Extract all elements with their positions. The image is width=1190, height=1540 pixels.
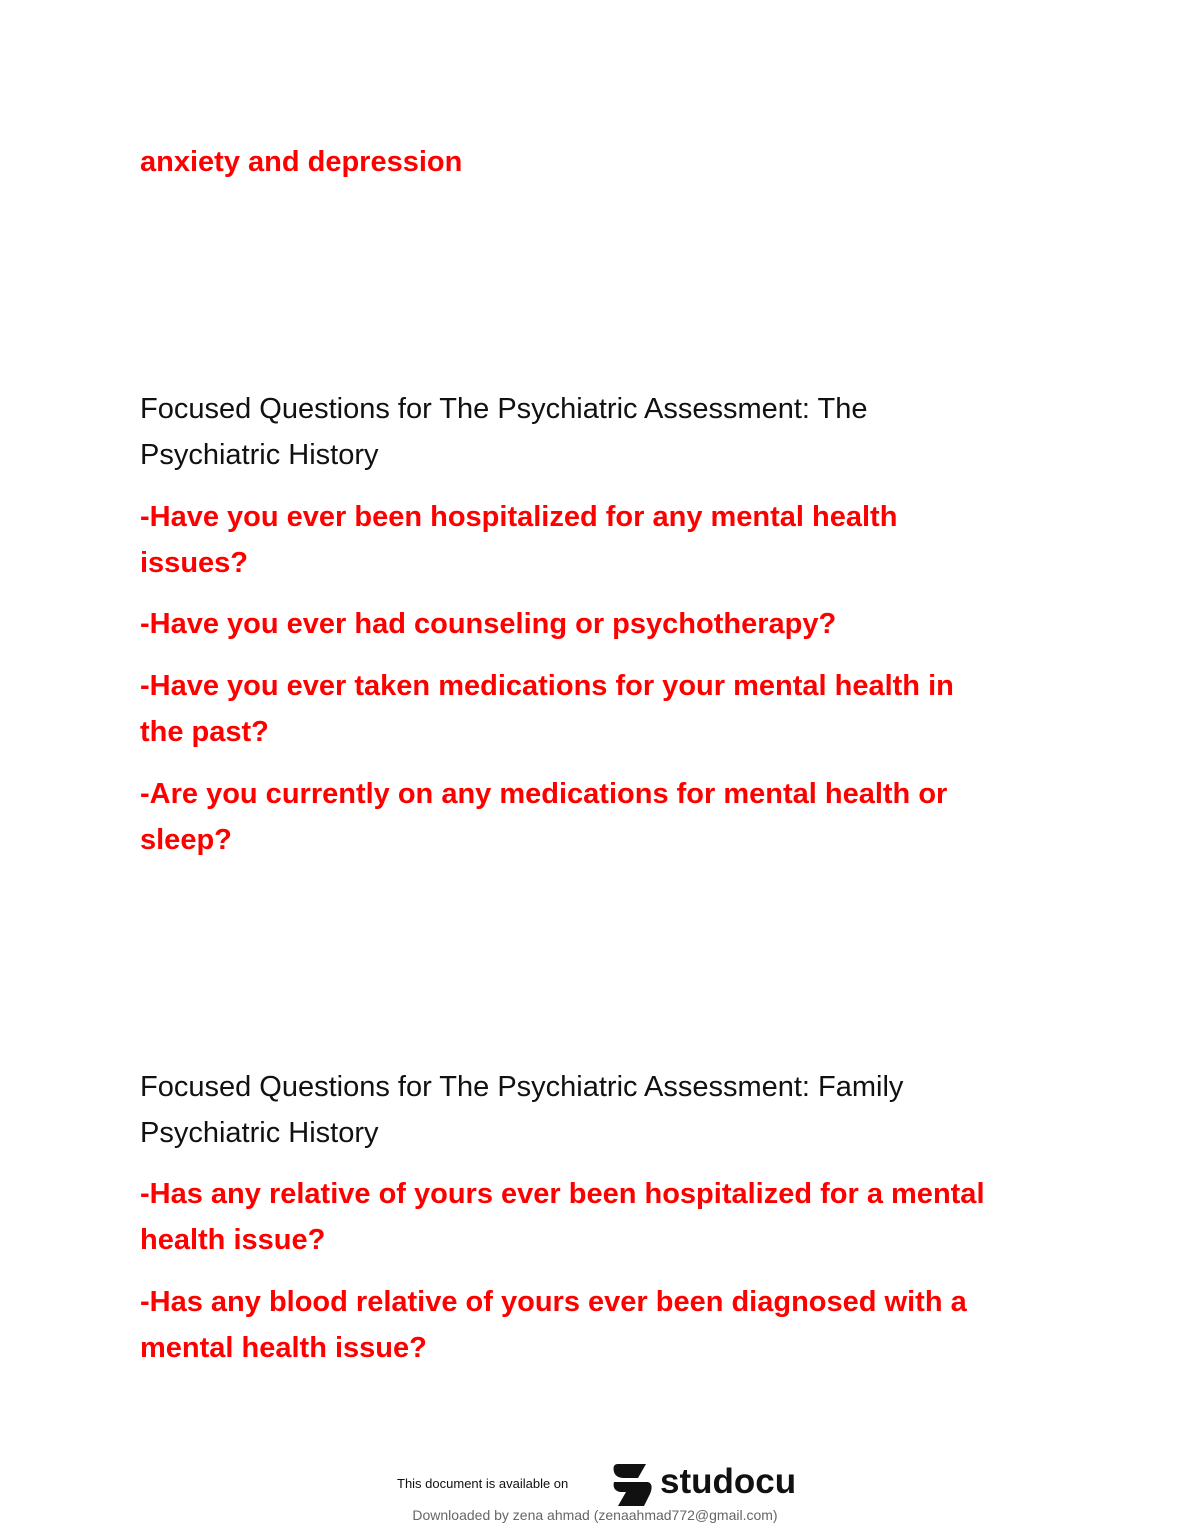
section1-question4-line1: -Are you currently on any medications for mental health or xyxy=(140,778,948,810)
section1-question1-line1: -Have you ever been hospitalized for any mental health xyxy=(140,501,898,533)
section2-heading-line2: Psychiatric History xyxy=(140,1117,379,1149)
available-on-text: This document is available on xyxy=(397,1476,569,1491)
section2-question1-line1: -Has any relative of yours ever been hospitalized for a mental xyxy=(140,1178,985,1210)
section1-question1-line2: issues? xyxy=(140,547,248,579)
section1-question3-line1: -Have you ever taken medications for your mental health in xyxy=(140,670,954,702)
studocu-logo-icon xyxy=(608,1460,656,1510)
section2-heading-line1: Focused Questions for The Psychiatric Assessment: Family xyxy=(140,1071,904,1103)
section1-heading-line2: Psychiatric History xyxy=(140,439,379,471)
studocu-logo[interactable] xyxy=(608,1460,798,1510)
section2-question1-line2: health issue? xyxy=(140,1224,326,1256)
section1-question4-line2: sleep? xyxy=(140,824,232,856)
studocu-brand-text: studocu xyxy=(660,1462,797,1501)
downloaded-by-text: Downloaded by zena ahmad (zenaahmad772@gmail.com) xyxy=(412,1507,778,1523)
section2-question2-line2: mental health issue? xyxy=(140,1332,427,1364)
section1-heading-line1: Focused Questions for The Psychiatric Assessment: The xyxy=(140,393,868,425)
section1-question3-line2: the past? xyxy=(140,716,269,748)
answer-text: anxiety and depression xyxy=(140,146,463,178)
document-footer xyxy=(0,1456,1190,1540)
section2-question2-line1: -Has any blood relative of yours ever been diagnosed with a xyxy=(140,1286,967,1318)
section1-question2-line1: -Have you ever had counseling or psychotherapy? xyxy=(140,608,837,640)
